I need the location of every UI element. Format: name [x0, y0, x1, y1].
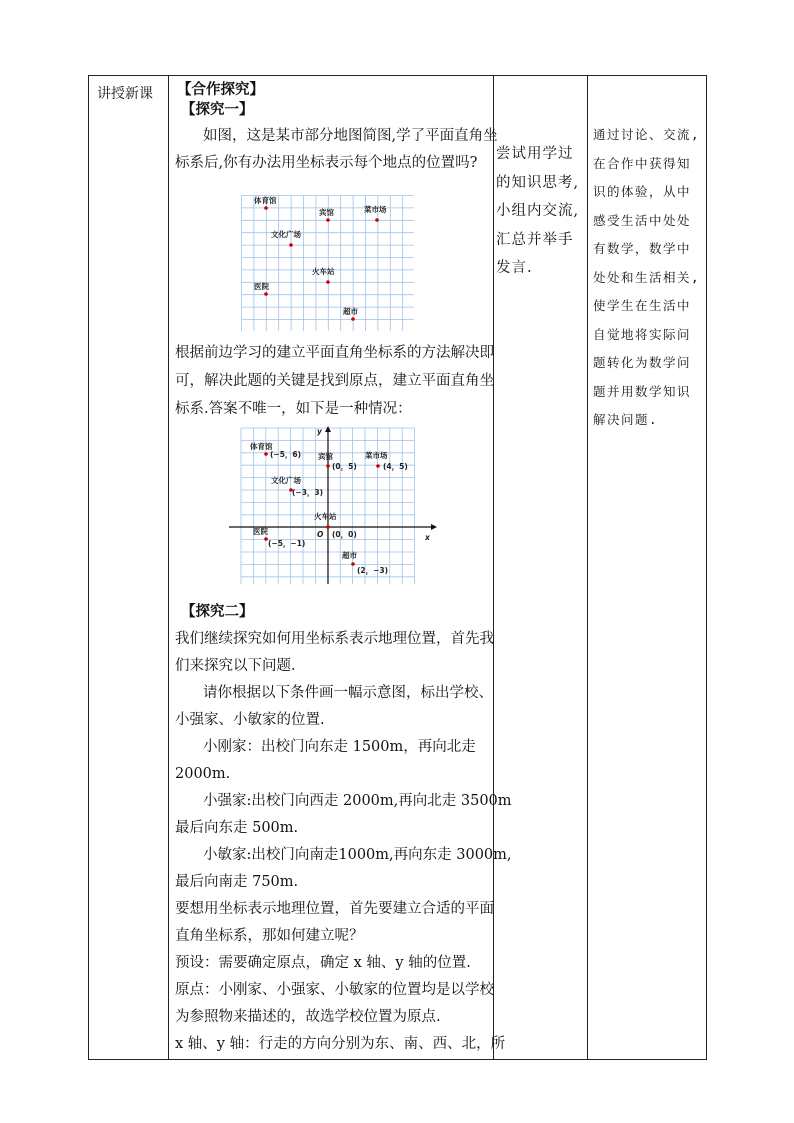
coord-value: (−3，3) — [292, 488, 324, 497]
explore1-explain-line: 标系.答案不唯一，如下是一种情况： — [175, 401, 412, 417]
map-point — [289, 243, 293, 247]
map-label: 体育馆 — [254, 196, 277, 205]
design-intent-line: 题转化为数学问 — [593, 355, 692, 370]
design-intent-line: 使学生在生活中 — [593, 298, 692, 313]
student-activity-line: 的知识思考, — [496, 174, 580, 191]
map-label: 火车站 — [312, 267, 335, 276]
column-divider — [587, 76, 588, 1059]
coord-place: 菜市场 — [365, 451, 388, 460]
explore2-line: 最后向南走 750m. — [175, 874, 299, 890]
design-intent-line: 识的体验，从中 — [593, 184, 692, 199]
coord-point — [376, 464, 380, 468]
map-label: 文化广场 — [271, 230, 301, 239]
explore2-line: 小强家、小敏家的位置. — [175, 712, 325, 728]
coord-place: 火车站 — [314, 512, 337, 521]
map-point — [326, 218, 330, 222]
coord-value: (2，−3) — [357, 566, 389, 575]
design-intent-line: 有数学，数学中 — [593, 241, 692, 256]
student-activity-line: 尝试用学过 — [496, 146, 574, 162]
explore2-line: 小强家:出校门向西走 2000m,再向北走 3500m — [203, 793, 512, 809]
explore2-line: 原点：小刚家、小强家、小敏家的位置均是以学校 — [175, 982, 494, 998]
coord-value: (0，0) — [332, 530, 357, 539]
student-activity-line: 汇总并举手 — [496, 231, 574, 248]
design-intent-line: 在合作中获得知 — [593, 155, 692, 171]
coord-value: (4，5) — [383, 462, 408, 471]
explore2-line: 2000m. — [175, 766, 231, 782]
map-point — [264, 292, 268, 296]
explore1-intro-line: 如图，这是某市部分地图简图,学了平面直角坐 — [203, 128, 498, 144]
explore1-heading: 【探究一】 — [181, 101, 254, 118]
coordinate-map-figure — [229, 426, 439, 586]
design-intent-line: 自觉地将实际问 — [593, 326, 692, 342]
explore2-line: 要想用坐标表示地理位置，首先要建立合适的平面 — [175, 901, 494, 917]
explore2-line: x 轴、y 轴：行走的方向分别为东、南、西、北，所 — [175, 1036, 506, 1052]
coord-point — [264, 452, 268, 456]
explore2-line: 直角坐标系，那如何建立呢？ — [175, 928, 364, 944]
design-intent-cell — [593, 121, 705, 435]
city-map-figure — [239, 191, 429, 331]
explore1-intro-line: 标系后,你有办法用坐标表示每个地点的位置吗? — [175, 155, 478, 171]
map-point — [351, 317, 355, 321]
explore1-explain-line: 可，解决此题的关键是找到原点，建立平面直角坐 — [175, 373, 494, 389]
explore2-line: 小敏家:出校门向南走1000m,再向东走 3000m, — [203, 847, 512, 863]
design-intent-line: 解决问题. — [593, 412, 659, 427]
coord-value: (0，5) — [332, 462, 357, 471]
student-activity-line: 发言. — [496, 260, 533, 276]
explore2-line: 小刚家：出校门向东走 1500m，再向北走 — [203, 739, 476, 755]
map-label: 宾馆 — [319, 208, 334, 217]
coord-point — [326, 464, 330, 468]
coord-place: 宾馆 — [318, 452, 333, 461]
origin-label: O — [317, 530, 324, 539]
student-activity-cell — [496, 140, 584, 283]
explore2-line: 最后向东走 500m. — [175, 820, 299, 836]
explore2-heading: 【探究二】 — [181, 603, 254, 620]
section-title: 【合作探究】 — [177, 81, 264, 98]
explore2-line: 请你根据以下条件画一幅示意图，标出学校、 — [203, 685, 493, 701]
column-divider — [168, 76, 169, 1059]
map-point — [264, 206, 268, 210]
coord-place: 医院 — [253, 527, 268, 536]
explore2-line: 预设：需要确定原点，确定 x 轴、y 轴的位置. — [175, 955, 471, 971]
map-label: 医院 — [254, 282, 269, 291]
coord-place: 文化广场 — [271, 476, 301, 485]
explore2-line: 为参照物来描述的，故选学校位置为原点. — [175, 1009, 441, 1025]
coord-place: 超市 — [342, 551, 357, 560]
x-axis-label: x — [425, 533, 430, 542]
explore2-line: 我们继续探究如何用坐标系表示地理位置，首先我 — [175, 631, 494, 647]
lesson-table — [88, 75, 707, 1060]
coord-place: 体育馆 — [250, 442, 273, 451]
design-intent-line: 感受生活中处处 — [593, 212, 692, 228]
student-activity-line: 小组内交流, — [496, 203, 580, 219]
coord-point — [326, 525, 330, 529]
coord-value: (−5，−1) — [268, 539, 306, 548]
map-point — [375, 218, 379, 222]
map-label: 菜市场 — [364, 205, 387, 214]
design-intent-line: 处处和生活相关, — [593, 269, 701, 285]
map-point — [326, 280, 330, 284]
coord-value: (−5，6) — [270, 450, 302, 459]
explore1-explain-line: 根据前边学习的建立平面直角坐标系的方法解决即 — [175, 345, 494, 361]
y-axis-arrow — [325, 426, 331, 432]
explore2-line: 们来探究以下问题． — [175, 658, 306, 674]
map-label: 超市 — [343, 307, 358, 316]
design-intent-line: 题并用数学知识 — [593, 383, 692, 399]
design-intent-line: 通过讨论、交流, — [593, 127, 701, 142]
row-label: 讲授新课 — [97, 86, 153, 102]
x-axis-arrow — [431, 524, 437, 530]
coord-point — [351, 562, 355, 566]
y-axis-label: y — [317, 427, 322, 436]
